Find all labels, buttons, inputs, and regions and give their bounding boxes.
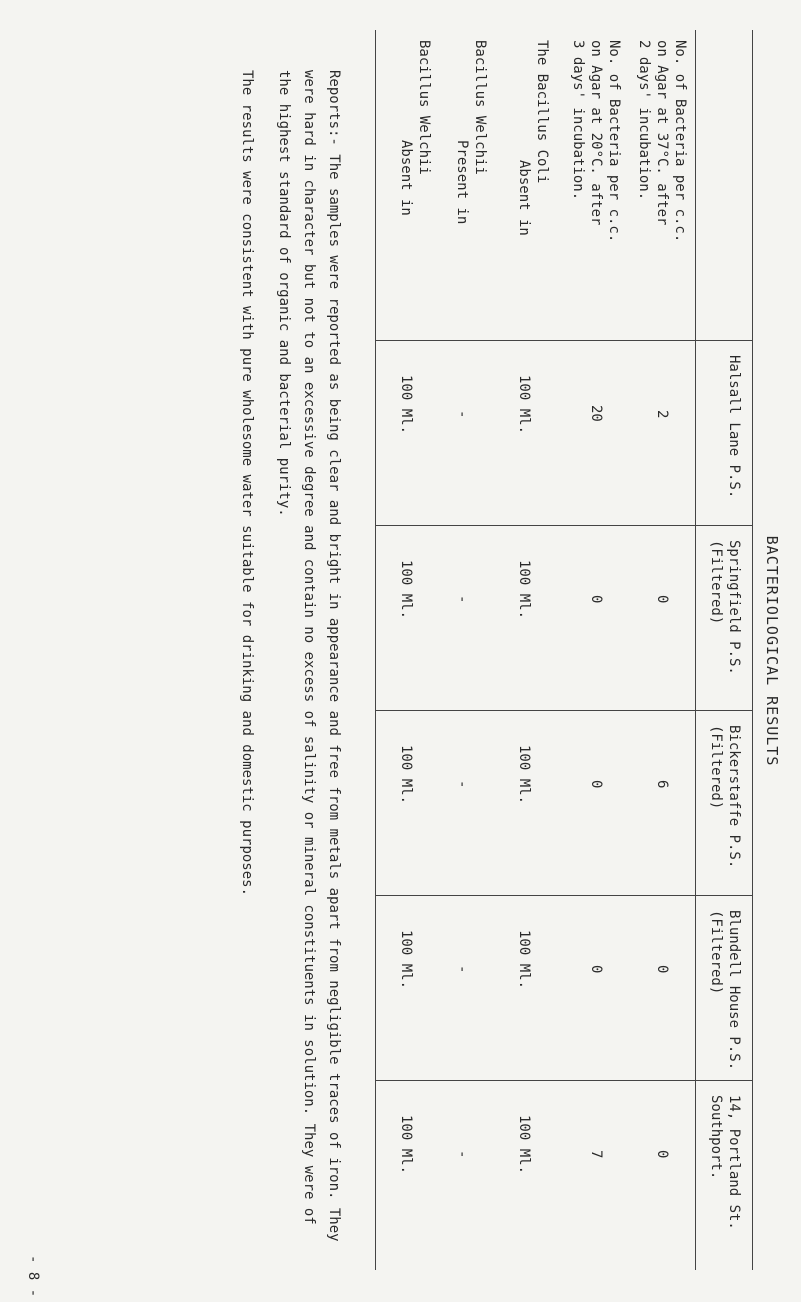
table-cell: 0 bbox=[588, 595, 604, 604]
table-cell: 100 Ml. bbox=[398, 930, 414, 990]
table-col-sep-2 bbox=[376, 710, 753, 711]
table-cell: 0 bbox=[654, 965, 670, 974]
remarks-section bbox=[222, 70, 346, 1250]
table-cell: - bbox=[454, 780, 470, 789]
conclusion-paragraph: The results were consistent with pure wholesome water suitable for drinking and domestic purposes. bbox=[239, 70, 255, 897]
table-cell: 0 bbox=[654, 1150, 670, 1159]
table-cell: 100 Ml. bbox=[516, 1115, 532, 1175]
table-cell: 100 Ml. bbox=[516, 375, 532, 435]
table-cell: - bbox=[454, 595, 470, 604]
table-cell: 100 Ml. bbox=[398, 375, 414, 435]
table-cell: 100 Ml. bbox=[516, 560, 532, 620]
table-col-sep-1 bbox=[376, 525, 753, 526]
row-label-bacteria-20c: No. of Bacteria per c.c. on Agar at 20°C. after 3 days' incubation. bbox=[570, 40, 622, 243]
row-label-welchii-present: Bacillus Welchii Present in bbox=[454, 40, 488, 225]
table-col-sep-0 bbox=[376, 340, 753, 341]
table-cell: 100 Ml. bbox=[398, 1115, 414, 1175]
table-top-border bbox=[752, 30, 753, 1270]
table-cell: - bbox=[454, 965, 470, 974]
table-header-border bbox=[695, 30, 696, 1270]
row-label-bacteria-37c: No. of Bacteria per c.c. on Agar at 37°C. after 2 days' incubation. bbox=[636, 40, 688, 243]
table-cell: 100 Ml. bbox=[398, 745, 414, 805]
reports-paragraph: Reports:- The samples were reported as being clear and bright in appearance and free from metals apart from negligible traces of iron. They were hard in character but not to an excessive degree and contain no excess of salinity or mineral constituents in solution. They were of the highest standard of organic and bacterial purity. bbox=[276, 70, 342, 1242]
table-bottom-border bbox=[375, 30, 376, 1270]
row-label-bacillus-coli: The Bacillus Coli Absent in bbox=[516, 40, 550, 236]
column-header-blundell: Blundell House P.S. (Filtered) bbox=[708, 910, 742, 1071]
table-cell: - bbox=[454, 1150, 470, 1159]
table-cell: 2 bbox=[654, 410, 670, 419]
table-cell: 0 bbox=[588, 965, 604, 974]
table-col-sep-4 bbox=[376, 1080, 753, 1081]
table-cell: 100 Ml. bbox=[516, 930, 532, 990]
table-cell: 100 Ml. bbox=[516, 745, 532, 805]
page-number: - 8 - bbox=[25, 1255, 41, 1298]
column-header-bickerstaffe: Bickerstaffe P.S. (Filtered) bbox=[708, 725, 742, 869]
table-cell: 7 bbox=[588, 1150, 604, 1159]
table-cell: 20 bbox=[588, 405, 604, 422]
column-header-springfield: Springfield P.S. (Filtered) bbox=[708, 540, 742, 675]
table-cell: 100 Ml. bbox=[398, 560, 414, 620]
table-col-sep-3 bbox=[376, 895, 753, 896]
table-cell: 0 bbox=[654, 595, 670, 604]
column-header-halsall: Halsall Lane P.S. bbox=[726, 355, 742, 499]
table-cell: 0 bbox=[588, 780, 604, 789]
row-label-welchii-absent: Bacillus Welchii Absent in bbox=[398, 40, 432, 216]
column-header-portland: 14, Portland St. Southport. bbox=[708, 1095, 742, 1230]
table-cell: - bbox=[454, 410, 470, 419]
page-title: BACTERIOLOGICAL RESULTS bbox=[763, 535, 781, 767]
table-cell: 6 bbox=[654, 780, 670, 789]
